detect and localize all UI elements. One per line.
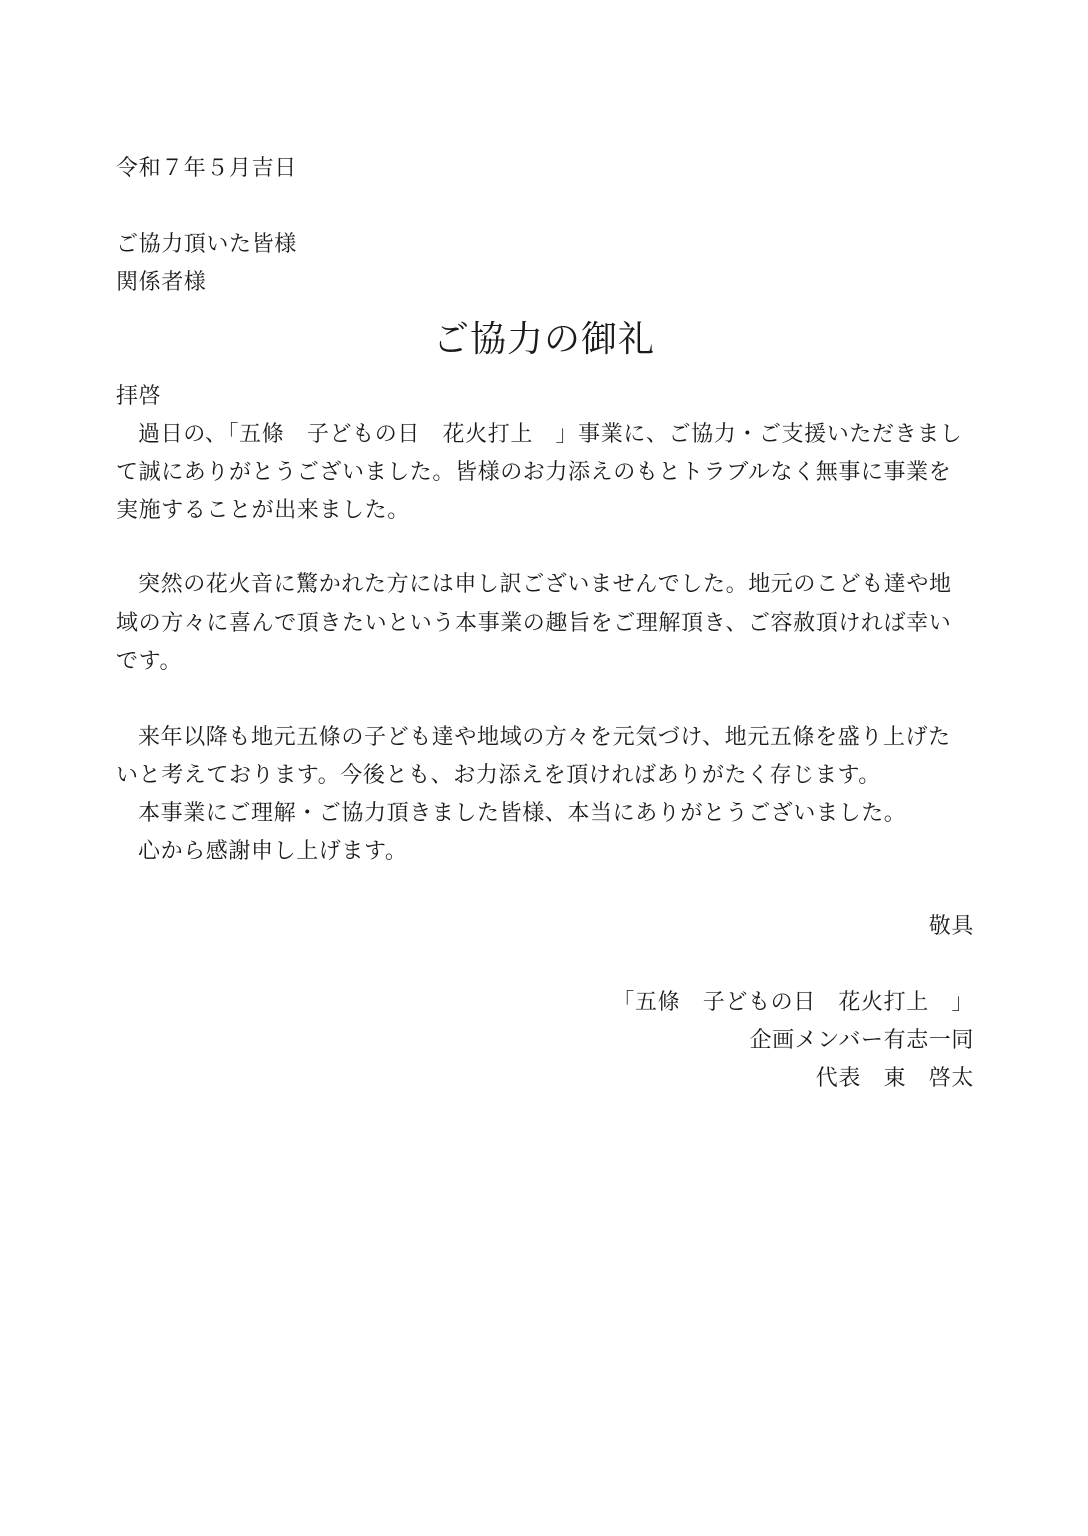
letter-date: 令和７年５月吉日 [116, 156, 297, 181]
body-line: 過日の、「五條 子どもの日 花火打上 」事業に、ご協力・ご支援いただきまし [138, 422, 963, 447]
recipient-line-2: 関係者様 [116, 270, 207, 295]
body-line: 実施することが出来ました。 [116, 498, 410, 523]
signature-group: 企画メンバー有志一同 [749, 1028, 974, 1053]
body-line: 域の方々に喜んで頂きたいという本事業の趣旨をご理解頂き、ご容赦頂ければ幸い [116, 611, 952, 636]
signature-representative: 代表 東 啓太 [815, 1066, 974, 1091]
letter-title: ご協力の御礼 [432, 319, 655, 360]
body-line: 来年以降も地元五條の子ども達や地域の方々を元気づけ、地元五條を盛り上げた [138, 725, 951, 750]
body-line: 心から感謝申し上げます。 [138, 839, 408, 864]
signature-project: 「五條 子どもの日 花火打上 」 [612, 990, 974, 1015]
body-line: 本事業にご理解・ご協力頂きました皆様、本当にありがとうございました。 [138, 801, 907, 826]
opening-salutation: 拝啓 [116, 384, 162, 409]
body-line: いと考えております。今後とも、お力添えを頂ければありがたく存じます。 [116, 763, 881, 788]
body-line: です。 [116, 649, 183, 674]
body-line: て誠にありがとうございました。皆様のお力添えのもとトラブルなく無事に事業を [116, 460, 952, 485]
body-line: 突然の花火音に驚かれた方には申し訳ございませんでした。地元のこども達や地 [138, 572, 952, 597]
closing-salutation: 敬具 [928, 914, 974, 939]
recipient-line-1: ご協力頂いた皆様 [116, 232, 297, 257]
